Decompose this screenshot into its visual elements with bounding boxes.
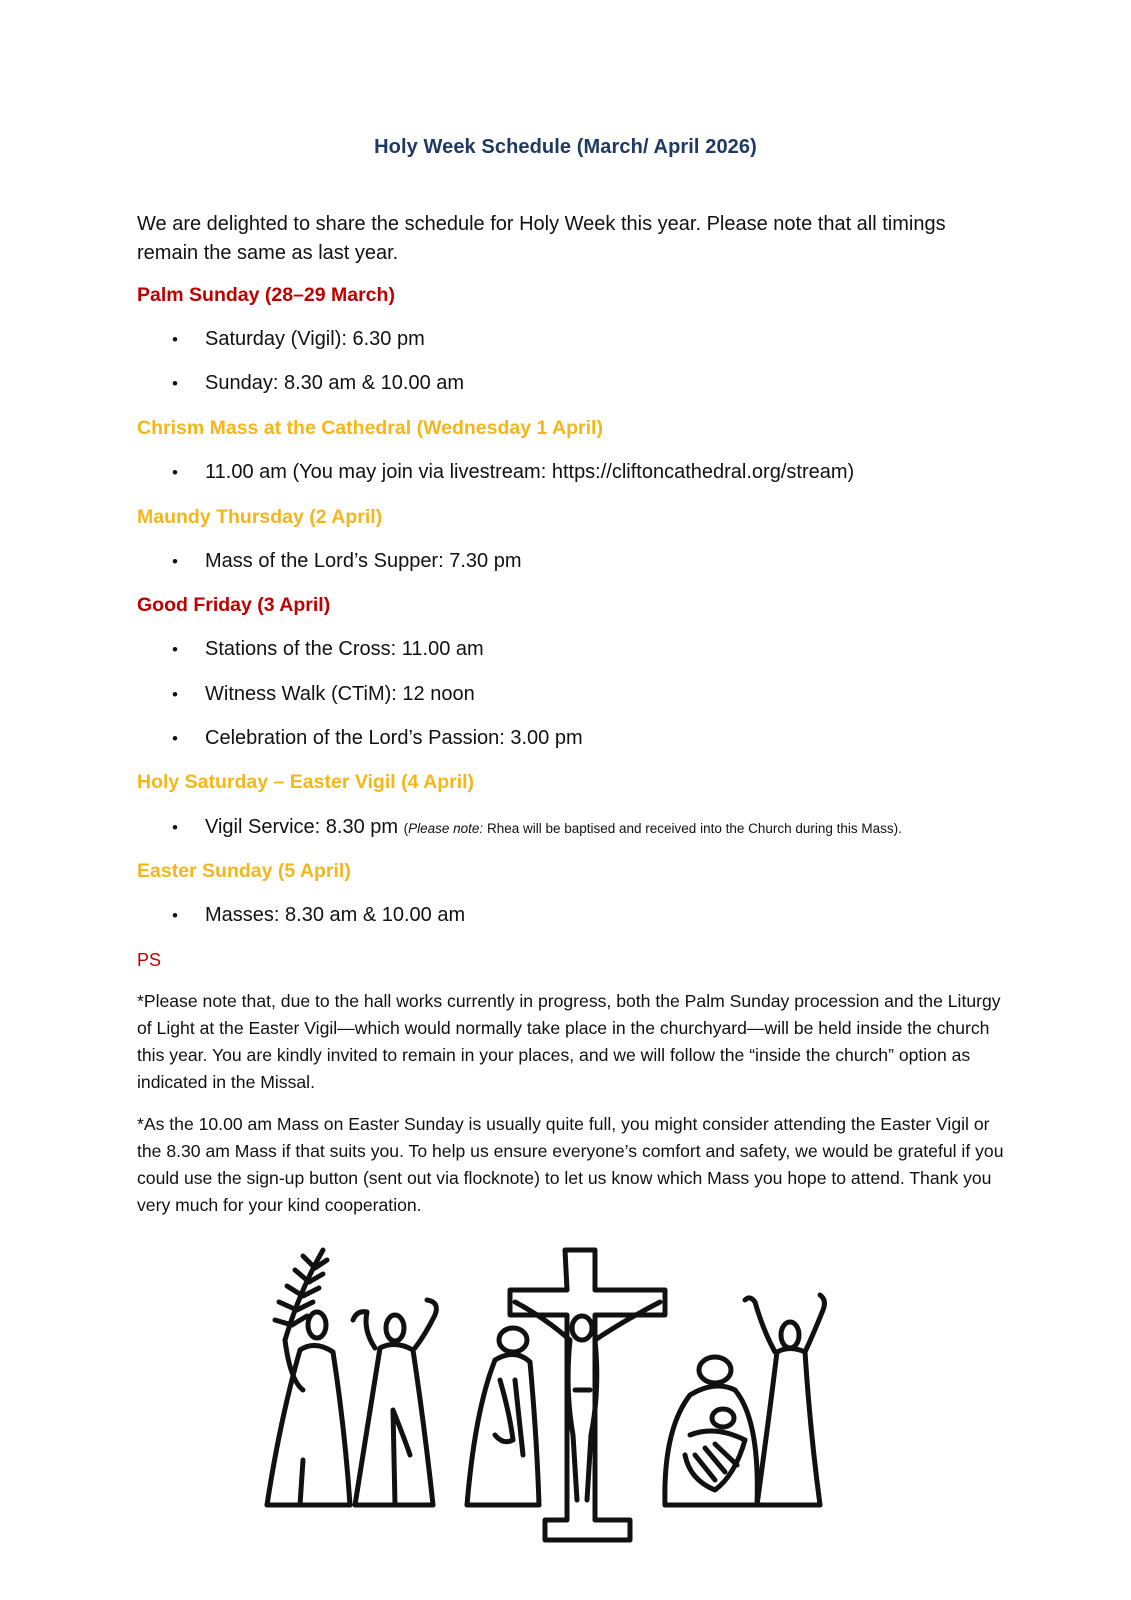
section-heading-maundy-thursday: Maundy Thursday (2 April) bbox=[137, 506, 383, 528]
figure-bowing-icon bbox=[467, 1328, 539, 1505]
bullet: • bbox=[172, 906, 178, 925]
figure-with-palm-icon bbox=[267, 1312, 350, 1505]
ps-label: PS bbox=[137, 950, 162, 970]
holy-week-illustration bbox=[245, 1240, 845, 1560]
item-text: 11.00 am (You may join via livestream: https://cliftoncathedral.org/stream) bbox=[205, 461, 855, 483]
page-title: Holy Week Schedule (March/ April 2026) bbox=[374, 136, 757, 158]
ps-note-paragraph: *As the 10.00 am Mass on Easter Sunday is usually quite full, you might consider attending the Easter Vigil or the 8.30 am Mass if that suits you. To help us ensure everyone’s comfort and safety, we would be grateful if you could use the sign-up button (sent out via flocknote) to let us know which Mass you hope to attend. Thank you very much for your kind cooperation. bbox=[137, 1114, 1004, 1215]
vigil-note-label: Please note: bbox=[408, 821, 484, 836]
section-heading-easter-sunday: Easter Sunday (5 April) bbox=[137, 860, 351, 882]
bullet: • bbox=[172, 729, 178, 748]
figure-raised-hands-icon bbox=[353, 1300, 436, 1505]
item-text: Masses: 8.30 am & 10.00 am bbox=[205, 904, 466, 926]
pieta-figures-icon bbox=[665, 1357, 757, 1505]
item-text: Witness Walk (CTiM): 12 noon bbox=[205, 683, 475, 705]
palm-branch-icon bbox=[275, 1250, 327, 1340]
section-heading-chrism-mass: Chrism Mass at the Cathedral (Wednesday 1 April) bbox=[137, 417, 603, 439]
section-heading-holy-saturday: Holy Saturday – Easter Vigil (4 April) bbox=[137, 771, 475, 793]
bullet: • bbox=[172, 463, 178, 482]
item-text: Saturday (Vigil): 6.30 pm bbox=[205, 328, 425, 350]
bullet: • bbox=[172, 552, 178, 571]
bullet: • bbox=[172, 374, 178, 393]
list-item bbox=[172, 328, 425, 351]
item-text: Stations of the Cross: 11.00 am bbox=[205, 638, 484, 660]
list-item bbox=[172, 638, 484, 661]
section-heading-palm-sunday: Palm Sunday (28–29 March) bbox=[137, 284, 395, 306]
bullet: • bbox=[172, 330, 178, 349]
vigil-note: (Please note: Rhea will be baptised and received into the Church during this Mass). bbox=[403, 821, 902, 836]
item-text: Vigil Service: 8.30 pm bbox=[205, 816, 399, 838]
ps-note-paragraph: *Please note that, due to the hall works currently in progress, both the Palm Sunday procession and the Liturgy of Light at the Easter Vigil—which would normally take place in the churchyard—will be held inside the church this year. You are kindly invited to remain in your places, and we will follow the “inside the church” option as indicated in the Missal. bbox=[137, 991, 1001, 1092]
list-item bbox=[172, 904, 465, 927]
section-heading-good-friday: Good Friday (3 April) bbox=[137, 594, 331, 616]
item-text: Mass of the Lord’s Supper: 7.30 pm bbox=[205, 550, 522, 572]
item-text: Celebration of the Lord’s Passion: 3.00 pm bbox=[205, 727, 583, 749]
bullet: • bbox=[172, 640, 178, 659]
list-item bbox=[172, 550, 521, 573]
list-item bbox=[172, 372, 464, 395]
list-item bbox=[172, 461, 854, 484]
bullet: • bbox=[172, 685, 178, 704]
bullet: • bbox=[172, 818, 178, 837]
list-item bbox=[172, 727, 583, 750]
vigil-note-text: Rhea will be baptised and received into the Church during this Mass). bbox=[483, 821, 902, 836]
list-item bbox=[172, 816, 902, 839]
list-item bbox=[172, 683, 475, 706]
item-text: Sunday: 8.30 am & 10.00 am bbox=[205, 372, 465, 394]
intro-paragraph: We are delighted to share the schedule for Holy Week this year. Please note that all timings remain the same as last year. bbox=[137, 213, 946, 264]
